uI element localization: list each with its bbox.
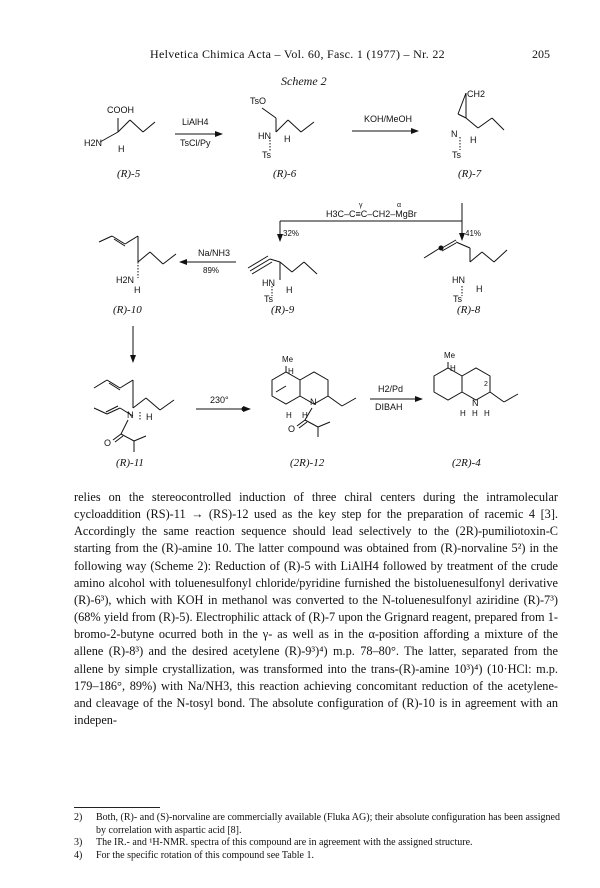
reagent-na-nh3: Na/NH3 <box>198 248 231 258</box>
footnote-number: 4) <box>74 849 83 861</box>
h2n-label: H2N <box>84 138 103 148</box>
h-label: H <box>476 284 483 294</box>
h-label: H <box>470 135 477 145</box>
footnote-3 <box>74 837 560 850</box>
n-label: N <box>472 398 479 408</box>
reagent-tscl-py: TsCl/Py <box>180 138 211 148</box>
h-label: H <box>472 409 478 418</box>
me-label: Me <box>444 351 456 360</box>
footnote-number: 3) <box>74 837 83 849</box>
n-label: N <box>451 129 458 139</box>
compound-label-r7: (R)-7 <box>458 168 482 180</box>
ts-label: Ts <box>453 294 462 304</box>
cooh-label: COOH <box>107 105 134 115</box>
ts-label: Ts <box>264 294 273 304</box>
h-label: H <box>284 134 291 144</box>
compound-label-r5: (R)-5 <box>117 168 141 180</box>
structure-2r12 <box>272 355 356 437</box>
footnote-rule <box>74 807 160 808</box>
structure-r9 <box>248 256 317 304</box>
ts-label: Ts <box>262 150 271 160</box>
ts-label: Ts <box>452 150 461 160</box>
o-label: O <box>288 424 296 434</box>
structure-r6 <box>250 96 314 160</box>
h-label: H <box>302 411 308 420</box>
reagent-heat: 230° <box>210 395 229 405</box>
compound-label-2r4: (2R)-4 <box>452 457 481 469</box>
compound-label-2r12: (2R)-12 <box>290 457 325 469</box>
c2-label: 2 <box>484 381 488 388</box>
structure-2r4 <box>434 351 518 418</box>
structure-r8 <box>424 240 507 304</box>
structure-r11 <box>94 380 174 452</box>
yield-32: 32% <box>283 229 300 238</box>
hn-label: HN <box>258 131 271 141</box>
footnote-2 <box>74 812 560 837</box>
reagent-lialh4: LiAlH4 <box>182 117 209 127</box>
reagent-dibah: DIBAH <box>375 402 403 412</box>
footnote-4 <box>74 850 560 863</box>
h-label: H <box>450 364 456 373</box>
me-label: Me <box>282 355 294 364</box>
compound-label-r11: (R)-11 <box>116 457 144 469</box>
footnote-text: Both, (R)- and (S)-norvaline are commercially available (Fluka AG); their absolute configuration has been assigned by correlation with aspartic acid [8]. <box>96 812 560 836</box>
h-label: H <box>286 285 293 295</box>
n-label: N <box>310 397 317 407</box>
alpha-position: α <box>397 202 402 209</box>
hn-label: HN <box>262 278 275 288</box>
h-label: H <box>484 409 490 418</box>
page-number: 205 <box>532 47 550 61</box>
compound-label-r8: (R)-8 <box>457 304 481 316</box>
running-header: Helvetica Chimica Acta – Vol. 60, Fasc. 1 (1977) – Nr. 22 <box>150 47 445 61</box>
scheme-caption: Scheme 2 <box>281 74 327 88</box>
ch2-label: CH2 <box>467 89 486 99</box>
tso-label: TsO <box>250 96 267 106</box>
footnote-number: 2) <box>74 812 83 823</box>
reagent-koh-meoh: KOH/MeOH <box>364 114 413 124</box>
h-label: H <box>134 285 141 295</box>
h-label: H <box>118 144 125 154</box>
yield-41: 41% <box>465 229 482 238</box>
compound-label-r6: (R)-6 <box>273 168 297 180</box>
body-paragraph: relies on the stereocontrolled induction of three chiral centers during the intramolecular cycloaddition (RS)-11 → (RS)-12 used as the key step for the preparation of racemic 4 [3]. Accordingly the same reaction sequence should lead selectively to the (2R)-pumiliotoxin-C starting from the (R)-amine 10. The latter compound was obtained from (R)-norvaline 5²) in the following way (Scheme 2): Reduction of (R)-5 with LiAlH4 followed by treatment of the crude amino alcohol with toluenesulfonyl chloride/pyridine furnished the bistoluenesulfonyl derivative (R)-6³), which with KOH in methanol was converted to the N-toluenesulfonyl aziridine (R)-7³) (68% yield from (R)-5). Electrophilic attack of (R)-7 upon the Grignard reagent, prepared from 1-bromo-2-butyne ocurred both in the γ- as well as in the α-position affording a mixture of the allene (R)-8³) and the desired acetylene (R)-9³)⁴) m.p. 78–80°. The latter, separated from the allene by simple crystallization, was transformed into the trans-(R)-amine 10³)⁴) (10·HCl: m.p. 179–186°, 89%) with Na/NH3, this reaction achieving concomitant reduction of the acetylene- and cleavage of the N-tosyl bond. The absolute configuration of (R)-10 is in agreement with an indepen- <box>74 490 558 728</box>
structure-r7 <box>451 89 504 160</box>
h-label: H <box>286 411 292 420</box>
footnote-text: The IR.- and ¹H-NMR. spectra of this compound are in agreement with the assigned structure. <box>96 837 473 849</box>
hn-label: HN <box>452 275 465 285</box>
footnotes <box>74 812 560 862</box>
o-label: O <box>104 438 112 448</box>
compound-label-r10: (R)-10 <box>113 304 142 316</box>
h2n-label: H2N <box>116 275 135 285</box>
gamma-position: γ <box>359 202 363 209</box>
structure-r10 <box>99 236 176 295</box>
h-label: H <box>146 412 153 422</box>
reagent-h2-pd: H2/Pd <box>378 384 404 394</box>
h-label: H <box>460 409 466 418</box>
reagent-na-nh3-yield: 89% <box>203 266 220 275</box>
h-label: H <box>288 367 294 376</box>
grignard-reagent: H3C–C≡C–CH2–MgBr <box>326 209 417 219</box>
body-text <box>74 489 558 729</box>
footnote-text: For the specific rotation of this compound see Table 1. <box>96 849 314 861</box>
n-label: N <box>127 410 134 420</box>
structure-r5 <box>84 105 155 154</box>
compound-label-r9: (R)-9 <box>271 304 295 316</box>
